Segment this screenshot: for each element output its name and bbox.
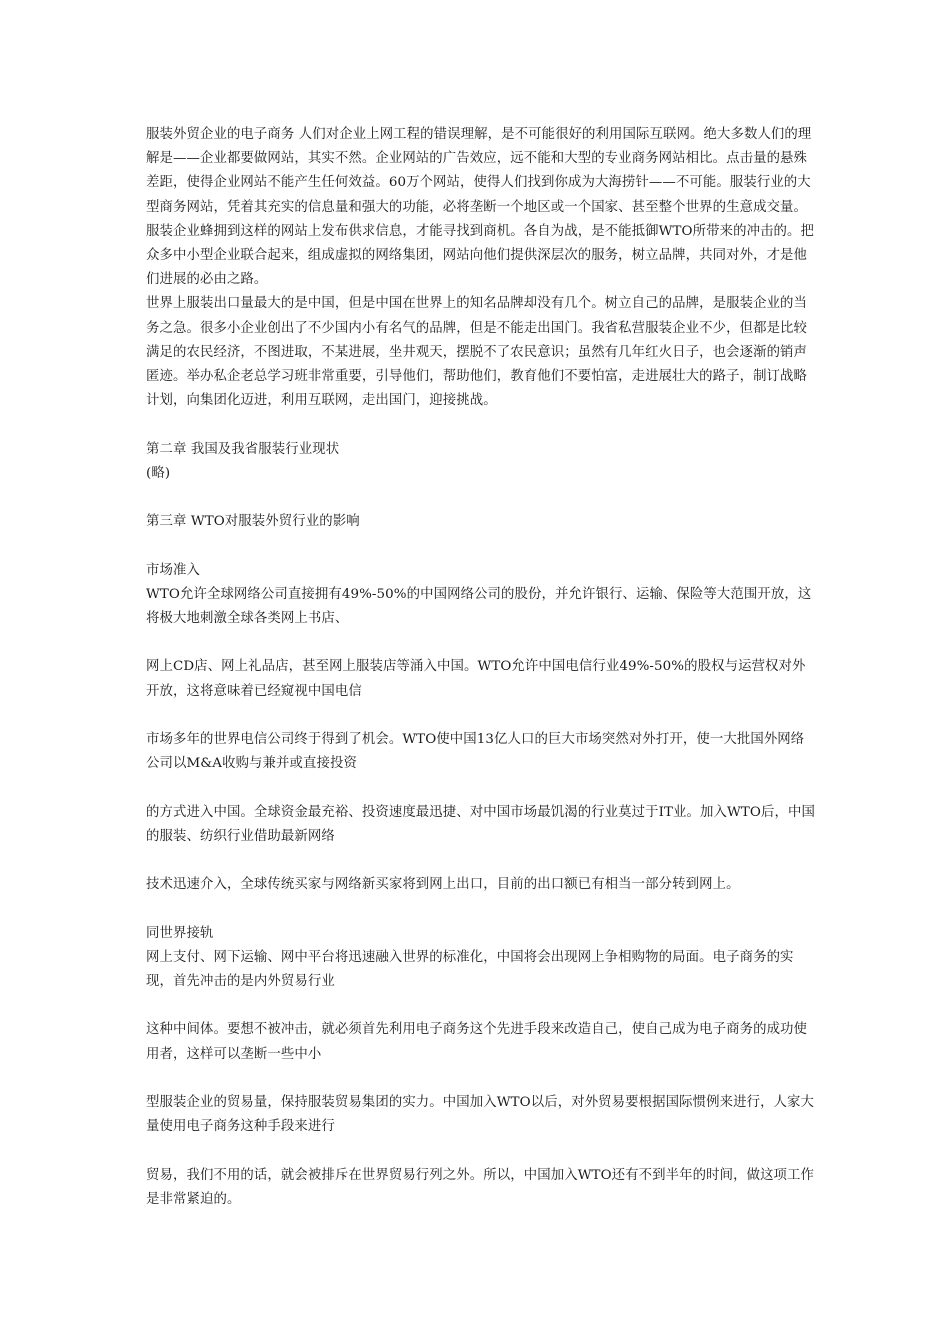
spacer <box>146 849 816 873</box>
market-access-paragraph: 市场多年的世界电信公司终于得到了机会。WTO使中国13亿人口的巨大市场突然对外打开，使一大批国外网络公司以M&A收购与兼并或直接投资 <box>146 732 805 772</box>
world-track-paragraph: 型服装企业的贸易量，保持服装贸易集团的实力。中国加入WTO以后，对外贸易要根据国际惯例来进行，人家大量使用电子商务这种手段来进行 <box>146 1094 815 1135</box>
chapter3-title: 第三章 WTO对服装外贸行业的影响 <box>146 514 360 530</box>
intro-paragraph: 服装外贸企业的电子商务 人们对企业上网工程的错误理解，是不可能很好的利用国际互联网。绝大多数人们的理解是——企业都要做网站，其实不然。企业网站的广告效应，远不能和大型的专业商务网站相比。点击量的悬殊差距，使得企业网站不能产生任何效益。60万个网站，使得人们找到你成为大海捞针——不可能。服装行业的大型商务网站，凭着其充实的信息量和强大的功能，必将垄断一个地区或一个国家、甚至整个世界的生意成交量。服装企业蜂拥到这样的网站上发布供求信息，才能寻找到商机。各自为战，是不能抵御WTO所带来的冲击的。把众多中小型企业联合起来，组成虚拟的网络集团，网站向他们提供深层次的服务，树立品牌，共同对外，才是他们进展的必由之路。 <box>146 127 815 288</box>
world-track-heading: 同世界接轨 <box>146 925 214 941</box>
spacer <box>146 534 816 558</box>
chapter2-body: (略) <box>146 465 171 481</box>
spacer <box>146 704 816 728</box>
chapter2-title: 第二章 我国及我省服装行业现状 <box>146 441 340 457</box>
document-body <box>146 123 816 1212</box>
market-access-paragraph: 的方式进入中国。全球资金最充裕、投资速度最迅捷、对中国市场最饥渴的行业莫过于IT业。加入WTO后，中国的服装、纺织行业借助最新网络 <box>146 804 815 844</box>
spacer <box>146 897 816 921</box>
world-track-paragraph: 贸易，我们不用的话，就会被排斥在世界贸易行列之外。所以，中国加入WTO还有不到半年的时间，做这项工作是非常紧迫的。 <box>146 1167 815 1207</box>
spacer <box>146 1067 816 1091</box>
spacer <box>146 486 816 510</box>
spacer <box>146 994 816 1018</box>
spacer <box>146 413 816 437</box>
spacer <box>146 776 816 800</box>
world-track-paragraph: 这种中间体。要想不被冲击，就必须首先利用电子商务这个先进手段来改造自己，使自己成为电子商务的成功使用者，这样可以垄断一些中小 <box>146 1022 808 1062</box>
spacer <box>146 631 816 655</box>
world-track-paragraph: 网上支付、网下运输、网中平台将迅速融入世界的标准化，中国将会出现网上争相购物的局面。电子商务的实现，首先冲击的是内外贸易行业 <box>146 949 794 989</box>
market-access-paragraph: 技术迅速介入，全球传统买家与网络新买家将到网上出口，目前的出口额已有相当一部分转到网上。 <box>146 877 740 893</box>
market-access-heading: 市场准入 <box>146 562 200 578</box>
spacer <box>146 1139 816 1163</box>
market-access-paragraph: 网上CD店、网上礼品店，甚至网上服装店等涌入中国。WTO允许中国电信行业49%-50%的股权与运营权对外开放，这将意味着已经窥视中国电信 <box>146 659 806 699</box>
market-access-paragraph: WTO允许全球网络公司直接拥有49%-50%的中国网络公司的股份，并允许银行、运输、保险等大范围开放，这将极大地刺激全球各类网上书店、 <box>146 586 812 627</box>
brand-paragraph: 世界上服装出口量最大的是中国，但是中国在世界上的知名品牌却没有几个。树立自己的品牌，是服装企业的当务之急。很多小企业创出了不少国内小有名气的品牌，但是不能走出国门。我省私营服装企业不少，但都是比较满足的农民经济，不图进取，不某进展，坐井观天，摆脱不了农民意识；虽然有几年红火日子，也会逐渐的销声匿迹。举办私企老总学习班非常重要，引导他们，帮助他们，教育他们不要怕富，走进展壮大的路子，制订战略计划，向集团化迈进，利用互联网，走出国门，迎接挑战。 <box>146 296 808 409</box>
